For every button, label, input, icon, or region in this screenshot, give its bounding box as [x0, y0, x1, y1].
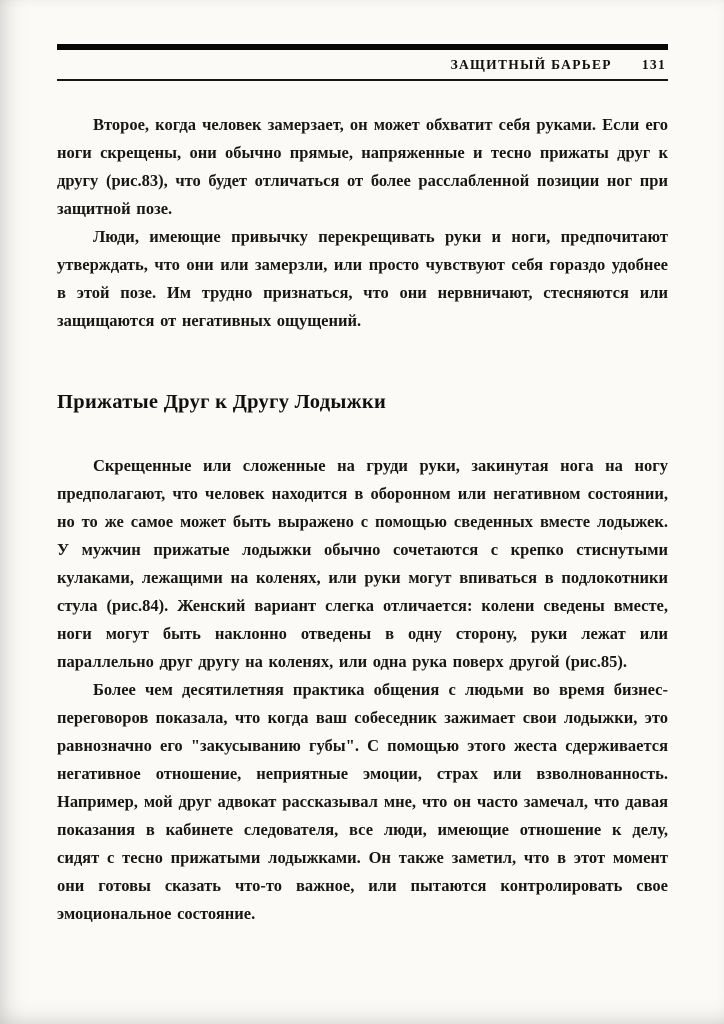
paragraph-2: Люди, имеющие привычку перекрещивать руки и ноги, предпочитают утверждать, что они или замерзли, или просто чувствуют себя гораздо удобнее в этой позе. Им трудно признаться, что они нервничают, стесняются или защищаются от негативных ощущений. — [57, 227, 668, 330]
paragraph-4: Более чем десятилетняя практика общения с людьми во время бизнес- переговоров показала, что когда ваш собеседник зажимает свои лодыжки, это равнозначно его "закусыванию губы". С помощью этого жеста сдерживается негативное отношение, неприятные эмоции, страх или взволнованность. Например, мой друг адвокат рассказывал мне, что он часто замечал, что давая показания в кабинете следователя, все люди, имеющие отношение к делу, сидят с тесно прижатыми лодыжками. Он также заметил, что в этот момент они готовы сказать что-то важное, или пытаются контролировать свое эмоциональное состояние. — [57, 680, 668, 923]
header-rule-thin — [57, 79, 668, 81]
section-heading: Прижатые Друг к Другу Лодыжки — [57, 391, 387, 413]
body-text — [57, 111, 668, 928]
paragraph-3: Скрещенные или сложенные на груди руки, закинутая нога на ногу предполагают, что человек находится в оборонном или негативном состоянии, но то же самое может быть выражено с помощью сведенных вместе лодыжек. У мужчин прижатые лодыжки обычно сочетаются с крепко стиснутыми кулаками, лежащими на коленях, или руки могут впиваться в подлокотники стула (рис.84). Женский вариант слегка отличается: колени сведены вместе, ноги могут быть наклонно отведены в одну сторону, руки лежат или параллельно друг другу на коленях, или одна рука поверх другой (рис.85). — [57, 456, 668, 671]
running-header — [57, 50, 668, 79]
running-title: ЗАЩИТНЫЙ БАРЬЕР — [450, 57, 612, 72]
page-number: 131 — [641, 57, 666, 72]
paragraph-1: Второе, когда человек замерзает, он может обхватит себя руками. Если его ноги скрещены, они обычно прямые, напряженные и тесно прижаты друг к другу (рис.83), что будет отличаться от более расслабленной позиции ног при защитной позе. — [57, 115, 668, 218]
page-content — [57, 44, 668, 928]
